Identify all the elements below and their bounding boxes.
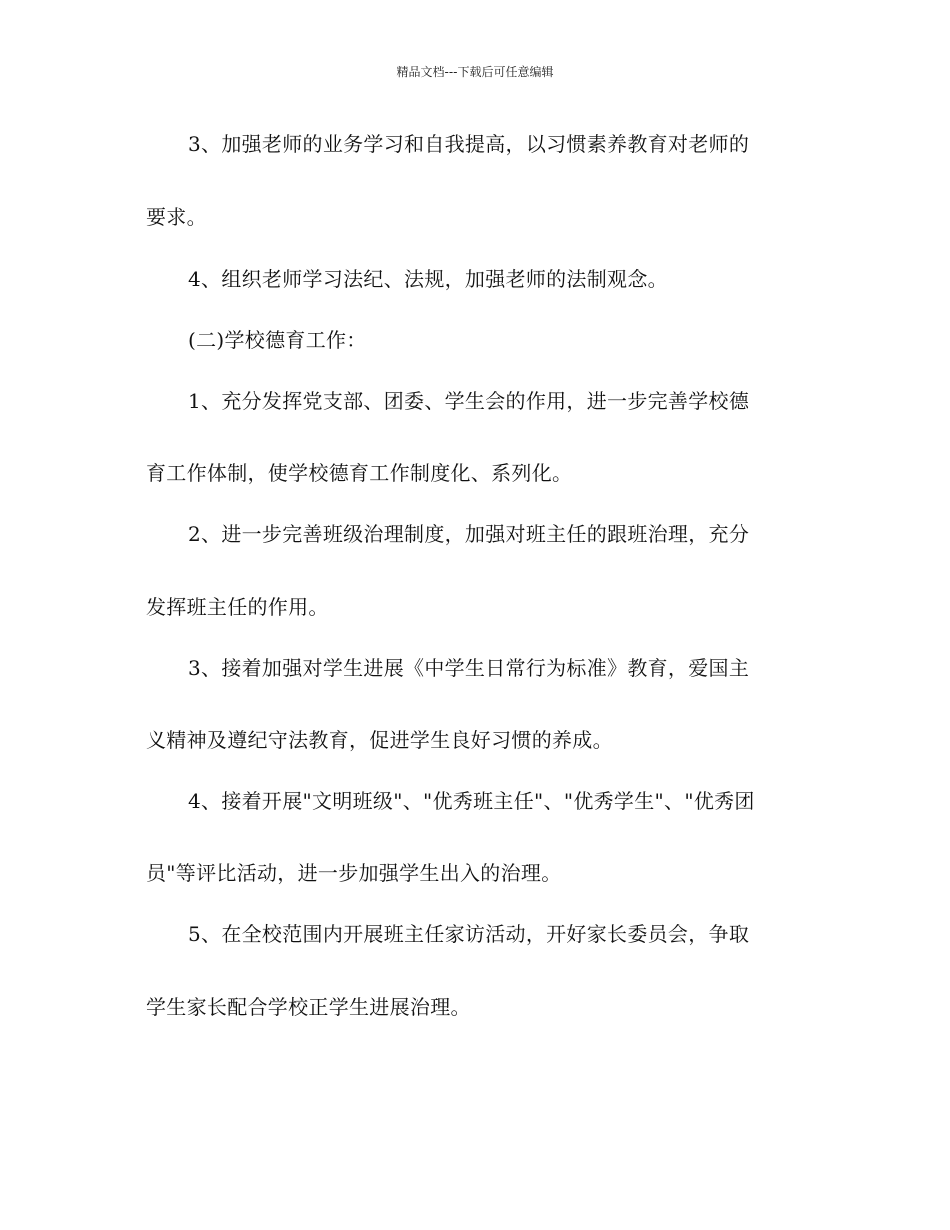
page-header: 精品文档---下载后可任意编辑 <box>396 65 554 79</box>
paragraph-3-teacher-study-line-2: 要求。 <box>146 205 207 229</box>
section-heading-moral-education: (二)学校德育工作： <box>188 328 367 352</box>
moral-item-2-line-2: 发挥班主任的作用。 <box>146 595 329 619</box>
moral-item-2-line-1: 2、进一步完善班级治理制度，加强对班主任的跟班治理，充分 <box>188 522 750 546</box>
moral-item-1-line-1: 1、充分发挥党支部、团委、学生会的作用，进一步完善学校德 <box>188 389 750 413</box>
paragraph-4-legal-study: 4、组织老师学习法纪、法规，加强老师的法制观念。 <box>188 267 668 291</box>
moral-item-3-line-1: 3、接着加强对学生进展《中学生日常行为标准》教育，爱国主 <box>188 656 750 680</box>
moral-item-1-line-2: 育工作体制，使学校德育工作制度化、系列化。 <box>146 461 573 485</box>
moral-item-5-line-2: 学生家长配合学校正学生进展治理。 <box>146 995 471 1019</box>
moral-item-4-line-2: 员"等评比活动，进一步加强学生出入的治理。 <box>146 861 562 885</box>
moral-item-5-line-1: 5、在全校范围内开展班主任家访活动，开好家长委员会，争取 <box>188 922 750 946</box>
moral-item-4-line-1: 4、接着开展"文明班级"、"优秀班主任"、"优秀学生"、"优秀团 <box>188 789 755 813</box>
paragraph-3-teacher-study-line-1: 3、加强老师的业务学习和自我提高，以习惯素养教育对老师的 <box>188 132 750 156</box>
moral-item-3-line-2: 义精神及遵纪守法教育，促进学生良好习惯的养成。 <box>146 728 613 752</box>
